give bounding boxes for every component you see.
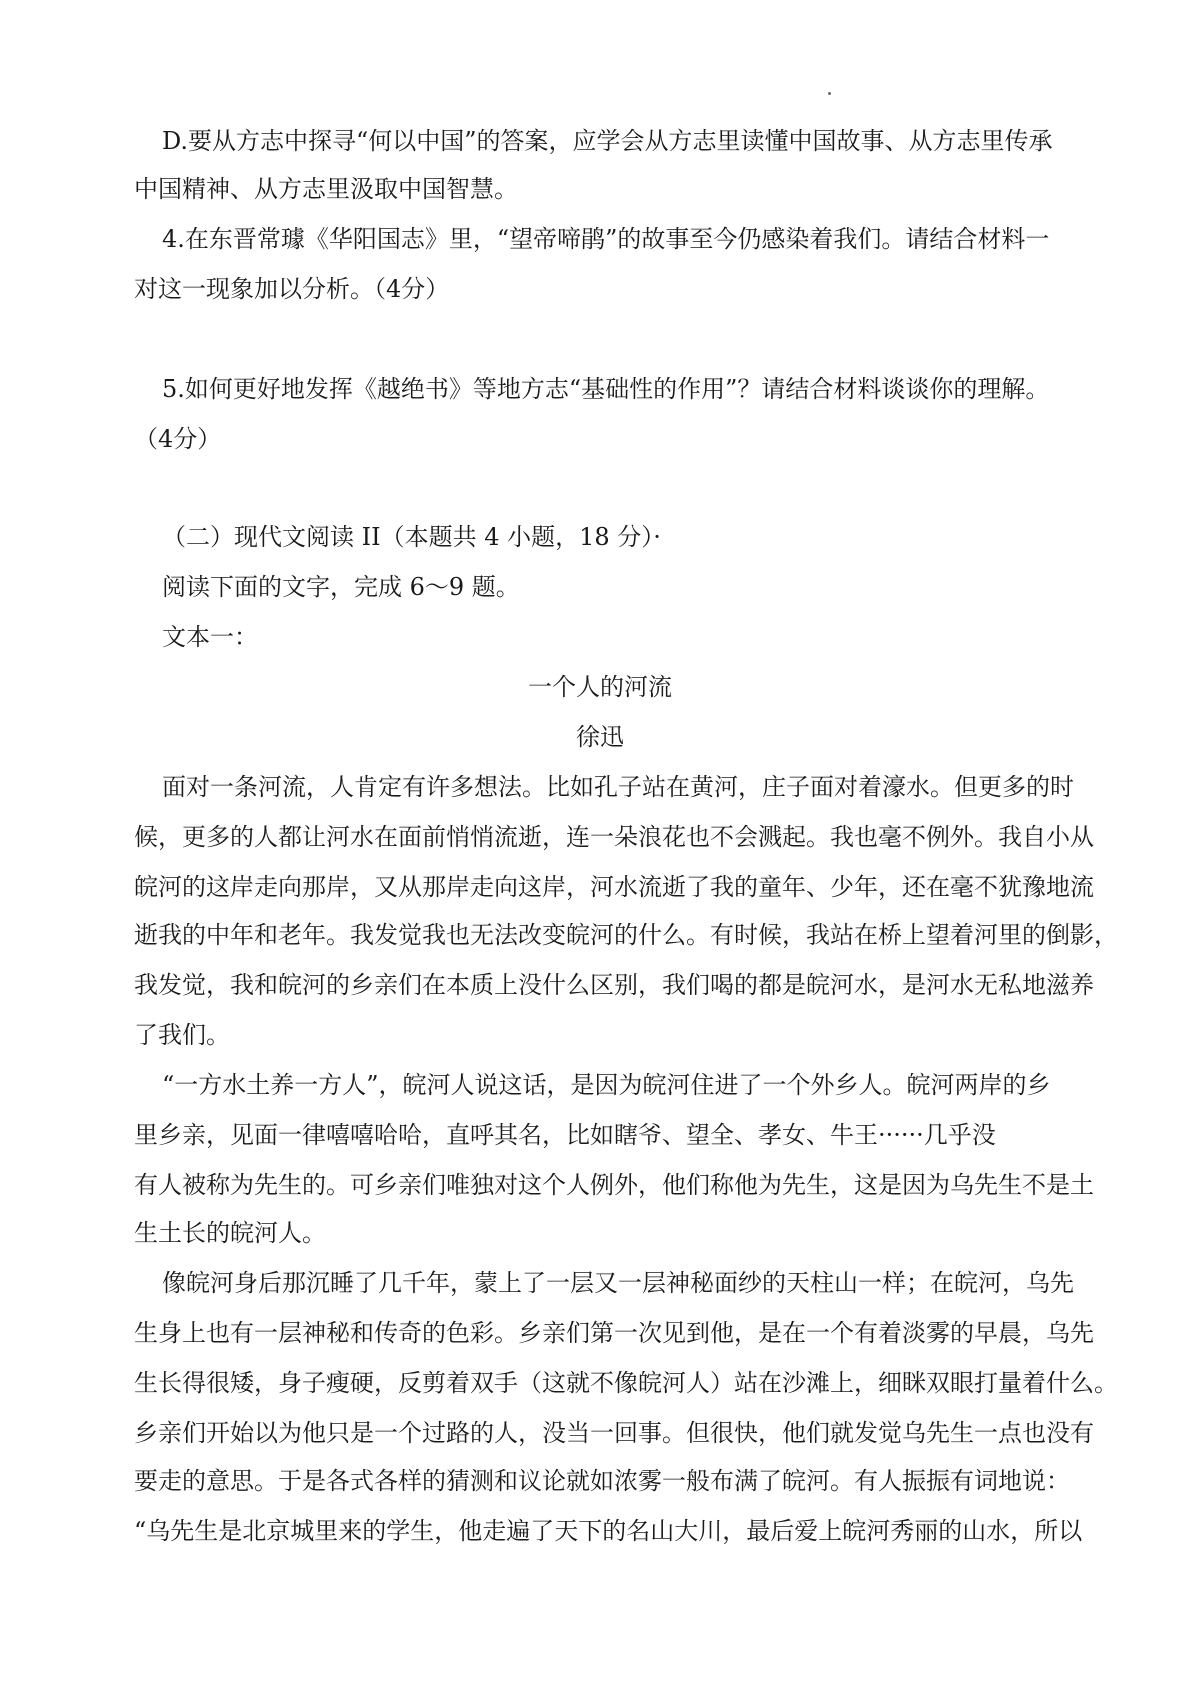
q3-option-d-line-2: 中国精神、从方志里汲取中国智慧。 <box>134 175 518 203</box>
para2-line-4: 生土长的皖河人。 <box>134 1219 326 1247</box>
q4-line-2: 对这一现象加以分析。（4分） <box>134 275 450 303</box>
para1-line-6: 了我们。 <box>134 1021 230 1049</box>
para2-line-3: 有人被称为先生的。可乡亲们唯独对这个人例外，他们称他为先生，这是因为乌先生不是土 <box>134 1171 1094 1199</box>
para1-line-1: 面对一条河流，人肯定有许多想法。比如孔子站在黄河，庄子面对着濠水。但更多的时 <box>162 773 1074 801</box>
scan-dot <box>828 92 831 95</box>
article-author: 徐迅 <box>576 723 624 751</box>
para3-line-2: 生身上也有一层神秘和传奇的色彩。乡亲们第一次见到他，是在一个有着淡雾的早晨，乌先 <box>134 1319 1094 1347</box>
para3-line-6: “乌先生是北京城里来的学生，他走遍了天下的名山大川，最后爱上皖河秀丽的山水，所以 <box>134 1517 1083 1545</box>
para1-line-3: 皖河的这岸走向那岸，又从那岸走向这岸，河水流逝了我的童年、少年，还在毫不犹豫地流 <box>134 873 1094 901</box>
para2-line-1: “一方水土养一方人”，皖河人说这话，是因为皖河住进了一个外乡人。皖河两岸的乡 <box>162 1071 1051 1099</box>
q4-line-1: 4.在东晋常璩《华阳国志》里，“望帝啼鹃”的故事至今仍感染着我们。请结合材料一 <box>162 225 1050 253</box>
para3-line-4: 乡亲们开始以为他只是一个过路的人，没当一回事。但很快，他们就发觉乌先生一点也没有 <box>134 1419 1094 1447</box>
para3-line-5: 要走的意思。于是各式各样的猜测和议论就如浓雾一般布满了皖河。有人振振有词地说： <box>134 1467 1070 1495</box>
article-title: 一个人的河流 <box>528 673 672 701</box>
q5-line-1: 5.如何更好地发挥《越绝书》等地方志“基础性的作用”？请结合材料谈谈你的理解。 <box>162 375 1050 403</box>
para1-line-5: 我发觉，我和皖河的乡亲们在本质上没什么区别，我们喝的都是皖河水，是河水无私地滋养 <box>134 971 1094 999</box>
para1-line-2: 候，更多的人都让河水在面前悄悄流逝，连一朵浪花也不会溅起。我也毫不例外。我自小从 <box>134 823 1094 851</box>
section-heading: （二）现代文阅读 II（本题共 4 小题，18 分）· <box>162 523 661 551</box>
para2-line-2: 里乡亲，见面一律嘻嘻哈哈，直呼其名，比如瞎爷、望全、孝女、牛王······几乎没 <box>134 1121 996 1149</box>
para1-line-4: 逝我的中年和老年。我发觉我也无法改变皖河的什么。有时候，我站在桥上望着河里的倒影， <box>134 921 1118 949</box>
para3-line-1: 像皖河身后那沉睡了几千年，蒙上了一层又一层神秘面纱的天柱山一样；在皖河，乌先 <box>162 1269 1074 1297</box>
text-label: 文本一： <box>162 623 258 651</box>
q3-option-d-line-1: D.要从方志中探寻“何以中国”的答案，应学会从方志里读懂中国故事、从方志里传承 <box>162 127 1053 155</box>
section-instruction: 阅读下面的文字，完成 6～9 题。 <box>162 573 520 601</box>
para3-line-3: 生长得很矮，身子瘦硬，反剪着双手（这就不像皖河人）站在沙滩上，细眯双眼打量着什么。 <box>134 1369 1118 1397</box>
q5-line-2: （4分） <box>134 425 222 453</box>
